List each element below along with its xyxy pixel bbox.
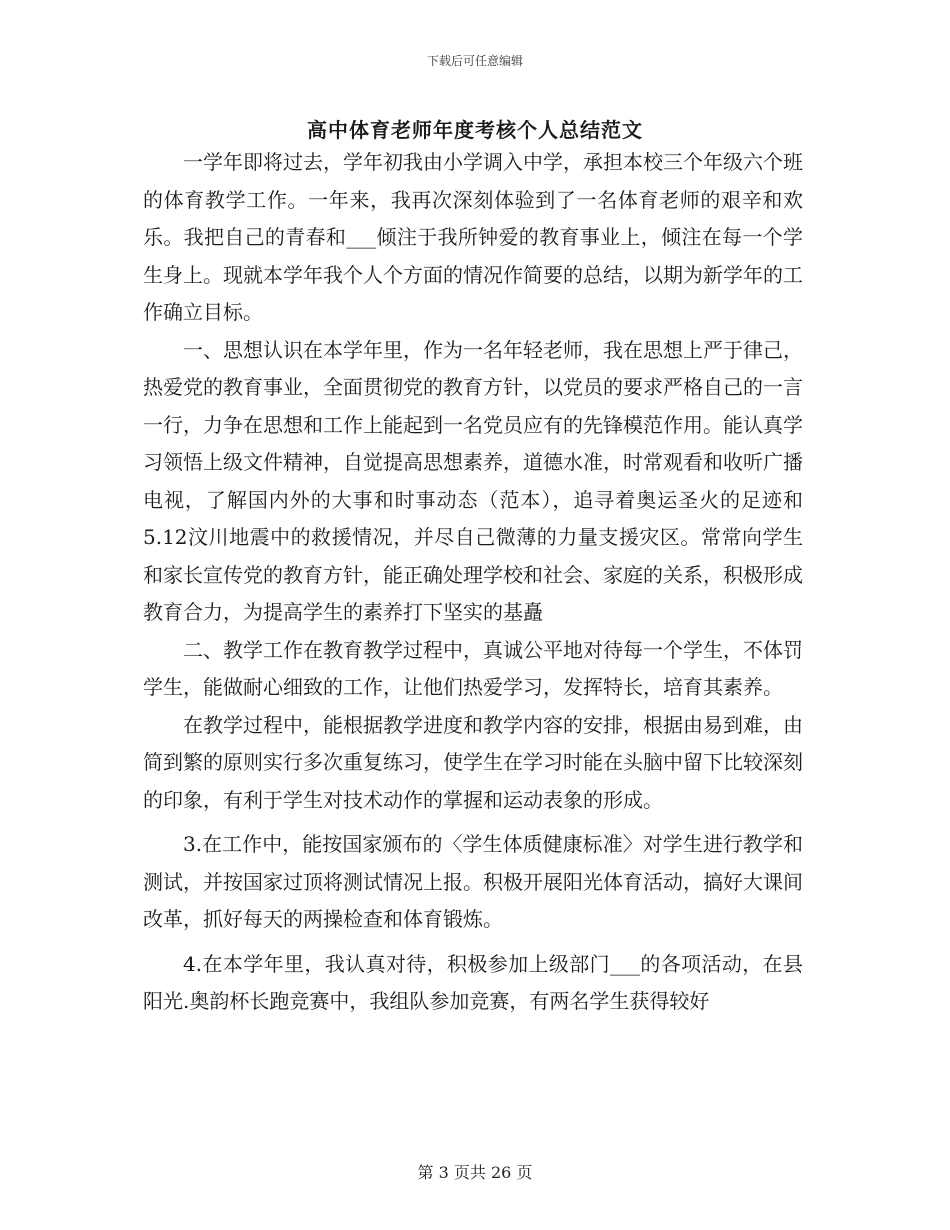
paragraph-item-3: 3.在工作中，能按国家颁布的〈学生体质健康标准〉对学生进行教学和测试，并按国家过顶将测试情况上报。积极开展阳光体育活动，搞好大课间改革，抓好每天的两操检查和体育锻炼。 bbox=[143, 832, 803, 931]
header-note: 下载后可任意编辑 bbox=[426, 54, 523, 68]
paragraph-item-4: 4.在本学年里，我认真对待，积极参加上级部门___的各项活动，在县阳光.奥韵杯长跑竞赛中，我组队参加竞赛，有两名学生获得较好 bbox=[143, 951, 803, 1013]
document-title: 高中体育老师年度考核个人总结范文 bbox=[307, 118, 643, 142]
paragraph-teaching: 二、教学工作在教育教学过程中，真诚公平地对待每一个学生，不体罚学生，能做耐心细致的工作，让他们热爱学习，发挥特长，培育其素养。 bbox=[143, 637, 803, 699]
page-number: 第 3 页共 26 页 bbox=[417, 1163, 533, 1182]
paragraph-process: 在教学过程中，能根据教学进度和教学内容的安排，根据由易到难，由简到繁的原则实行多次重复练习，使学生在学习时能在头脑中留下比较深刻的印象，有利于学生对技术动作的掌握和运动表象的形成。 bbox=[143, 712, 803, 812]
document-body bbox=[143, 144, 803, 1021]
paragraph-thought: 一、思想认识在本学年里，作为一名年轻老师，我在思想上严于律己，热爱党的教育事业，全面贯彻党的教育方针，以党员的要求严格自己的一言一行，力争在思想和工作上能起到一名党员应有的先锋模范作用。能认真学习领悟上级文件精神，自觉提高思想素养，道德水准，时常观看和收听广播电视，了解国内外的大事和时事动态（范本），追寻着奥运圣火的足迹和5.12汶川地震中的救援情况，并尽自己微薄的力量支援灾区。常常向学生和家长宣传党的教育方针，能正确处理学校和社会、家庭的关系，积极形成教育合力，为提高学生的素养打下坚实的基矗 bbox=[143, 337, 803, 624]
paragraph-intro: 一学年即将过去，学年初我由小学调入中学，承担本校三个年级六个班的体育教学工作。一年来，我再次深刻体验到了一名体育老师的艰辛和欢乐。我把自己的青春和___倾注于我所钟爱的教育事业上，倾注在每一个学生身上。现就本学年我个人个方面的情况作简要的总结，以期为新学年的工作确立目标。 bbox=[143, 150, 803, 324]
